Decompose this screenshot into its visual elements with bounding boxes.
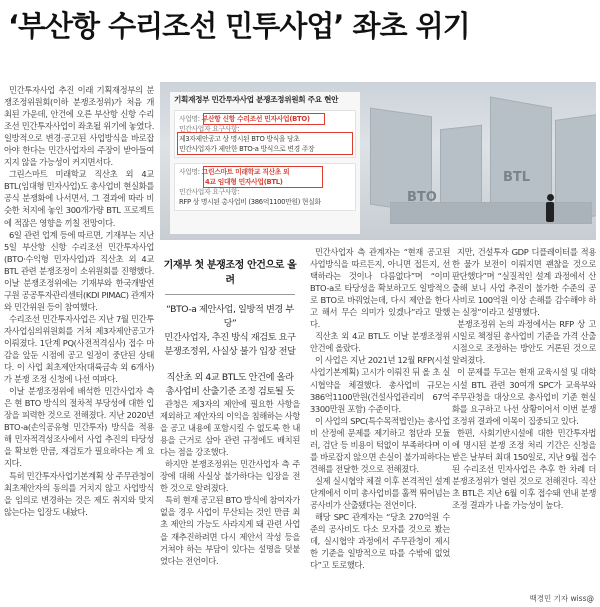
info-box-title: 기획재정부 민간투자사업 분쟁조정위원회 주요 현안 [174, 95, 339, 104]
pull-quote [160, 246, 300, 396]
pull-quote-top: 기재부 첫 분쟁조정 안건으로 올려 [163, 260, 297, 286]
case2-project2: 4교 임대형 민자사업(BTL) [205, 178, 283, 186]
paragraph: 이 사업은 지난 2021년 12월 RFP(시설사업기본계획) 고시가 이뤄진 뒤 올 초 실시협약을 체결했다. 총사업비 규모는 386억1100만원(건설사업관리비 67억 3300만원 포함) 수준이다. [310, 355, 450, 414]
paragraph: 이 문제를 두고는 현재 교육시설 및 대학시설 BTL 관련 30여개 SPC가 교육부와 주무관청을 대상으로 총사업비 기준 현실화를 요구하고 나선 상황이어서 이번 분쟁조정위 결과에 이목이 집중되고 있다. [452, 367, 596, 426]
article-column-1 [4, 84, 154, 604]
headline: ‘부산항 수리조선 민투사업’ 좌초 위기 [8, 9, 470, 43]
paragraph: 그린스마트 미래학교 직산초 외 4교 BTL(임대형 민자사업)도 총사업비 현실화를 공식 분쟁화에 나서면서, 그 결과에 따라 비슷한 처지에 놓인 300개가량 BTL 프로젝트에 적잖은 영향을 끼칠 전망이다. [4, 169, 154, 228]
paragraph: 해당 SPC 관계자는 “당초 270억원 수준의 공사비도 다소 모자를 것으로 봤는데, 실시협약 과정에서 주무관청이 제시한 기준을 일방적으로 따를 수밖에 없었다”고 토로했다. [310, 512, 450, 571]
paragraph: 하지만 분쟁조정위는 민간사업자 측 주장에 대해 사실상 불가하다는 입장을 전한 것으로 알려졌다. [160, 459, 300, 494]
paragraph: 특히 현재 공고된 BTO 방식에 참여자가 없을 경우 사업이 무산되는 것인 만큼 최초 제안의 가능도 사라지게 돼 관련 사업을 재추진하려면 다시 제안서 작성 등을 거쳐야 하는 부담이 있다는 설명을 덧붙였다는 전언이다. [160, 495, 300, 566]
case1-project-key: 사업명: [179, 115, 200, 123]
article-column-4 [452, 246, 596, 598]
case2-req1: RFP 상 명시된 총사업비 (386억1100만원) 현실화 [179, 198, 321, 206]
pull-quote-line-2: 민간사업자, 추진 방식 재검토 요구 [164, 332, 296, 343]
case1-group [174, 110, 356, 158]
paragraph: 이날 분쟁조정위에 배석한 민간사업자 측은 현 BTO 방식의 절차적 부당성에 대한 입장을 피력한 것으로 전해졌다. 지난 2020년 BTO-a(손익공유형 민간투자) 방식을 적용해 민자적격성조사에서 사업 추진의 타당성을 확보한 만큼, 재검토가 필요하다는 게 요지다. [4, 386, 154, 469]
article-column-3 [310, 246, 450, 603]
pull-quote-line-5: 총사업비 산출기준 조정 검토될 듯 [165, 386, 295, 397]
paragraph: 민간사업자 측 관계자는 “현재 공고된 사업방식을 따르든지, 아니면 접든지, 선택하라는 것이나 다름없다”며 “이미 BTO-a로 타당성을 확보하고도 일방적으로 BTO로 바꿔었는데, 다시 제안을 한다고 해서 무슨 의미가 있겠나”라고 말했다. [310, 247, 450, 330]
case2-project1: 그린스마트 미래학교 직산초 외 [201, 168, 290, 176]
paragraph: 민간투자사업 추진 이래 기획재정부의 분쟁조정위원회(이하 분쟁조정위)가 처음 개최된 가운데, 안건에 오른 부산항 신항 수리조선 민간투자사업이 좌초될 위기에 놓였다. 일방적으로 변경·공고된 사업방식을 바로잡아야 한다는 민간사업자의 주장이 받아들여지지 않을 가능성이 커지면서다. [4, 85, 154, 168]
paragraph: 한편, 사회기반시설에 대한 민간투자법에 명시된 분쟁 조정 처리 기간은 신청을 받은 날부터 최대 150일로, 지난 9월 접수된 수리조선 민자사업은 추후 한 차례 더 분쟁조정위가 열린 것으로 전해진다. 직산초 BTL은 지난 6월 이후 접수돼 연내 분쟁 조정 결과가 나올 가능성이 높다. [452, 427, 596, 510]
case2-group [174, 163, 356, 211]
paragraph: 6일 관련 업계 등에 따르면, 기재부는 지난 5일 부산항 신항 수리조선 민간투자사업(BTO·수익형 민자사업)과 직산초 외 4교 BTL 관련 분쟁조정이 소위원회를 진행했다. 이날 분쟁조정위에는 기재부와 한국개발연구원 공공투자관리센터(KDI PIMAC) 관계자와 민간위원 등이 참여했다. [4, 229, 154, 312]
byline: 백경민 기자 wiss@ [529, 594, 594, 603]
bto-label: BTO [407, 190, 437, 205]
pull-quote-line-3: 분쟁조정위, 사실상 불가 입장 전달 [164, 346, 296, 357]
case1-req1: 제3자제안공고 상 명시된 BTO 방식을 당초 [179, 135, 300, 143]
paragraph: 지만, 건설투자 GDP 디플레이터를 적용한 물가 보전이 이뤄지면 괜찮을 것으로 판단했다”며 “실질적인 설계 과정에서 산출해 보니 사업 추진이 불가한 수준의 공사비로 100억원 이상 손해를 감수해야 하는 실정”이라고 설명했다. [452, 247, 596, 318]
article-column-2 [160, 398, 300, 603]
paragraph: 특히 민간투자사업기본계획 상 주무관청이 최초제안자의 동의를 거치지 않고 사업방식을 임의로 변경하는 것은 제도 취지와 맞지 않는다는 입장도 내놨다. [4, 470, 154, 517]
paragraph: 실제 실시협약 체결 이후 본격적인 설계 단계에서 이미 총사업비를 훌쩍 뛰어넘는 공사비가 산출됐다는 전언이다. [310, 475, 450, 510]
btl-label: BTL [503, 170, 531, 185]
paragraph: 수리조선 민간투자사업은 지난 7월 민간투자사업심의위원회를 거쳐 제3자제안공고가 이뤄졌다. 1단계 PQ(사전적격심사) 접수 마감을 앞둔 시점에 공고 일정이 중단된 상태다. 이 사업 최초제안자(대륙금속 외 6개사)가 분쟁 조정 신청에 나선 여파다. [4, 313, 154, 385]
paragraph: 이 사업의 SPC(특수목적법인)는 총사업비 산정에 문제를 제기하고 첨단과 모듈러, 검단 등 비용이 턱없이 부족하다며 이를 바로잡지 않으면 손실이 불가피하다는 견해를 전달한 것으로 전해졌다. [310, 415, 450, 474]
case2-req-key: 민간사업자 요구사항: [179, 188, 240, 196]
paragraph: 관청은 제3자의 제안에 필요한 사항을 제외하고 제안자의 이익을 침해하는 사항을 공고 내용에 포함시킬 수 없도록 한 내용을 근거로 삼아 관련 규정에도 배치된다는 점을 강조했다. [160, 399, 300, 458]
paragraph: 분쟁조정위 논의 과정에서는 RFP 상 고시일로 책정된 총사업비 기준을 가격 산출시점으로 조정하는 방안도 거론된 것으로 알려졌다. [452, 319, 596, 366]
pull-quote-line-4: 직산초 외 4교 BTL도 안건에 올라 [166, 372, 294, 383]
person-figure [545, 194, 555, 222]
pull-quote-line-1: “BTO-a 제안사업, 일방적 변경 부당” [166, 304, 294, 329]
case2-project-key: 사업명: [179, 168, 200, 176]
case1-req2: 민간사업자가 제안한 BTO-a 방식으로 변경 주장 [179, 145, 315, 153]
case1-req-key: 민간사업자 요구사항: [179, 125, 240, 133]
case1-project: 부산항 신항 수리조선 민자사업(BTO) [201, 115, 310, 123]
info-box [170, 92, 360, 234]
paragraph: 직산초 외 4교 BTL도 이날 분쟁조정위 안건에 올랐다. [310, 331, 450, 354]
